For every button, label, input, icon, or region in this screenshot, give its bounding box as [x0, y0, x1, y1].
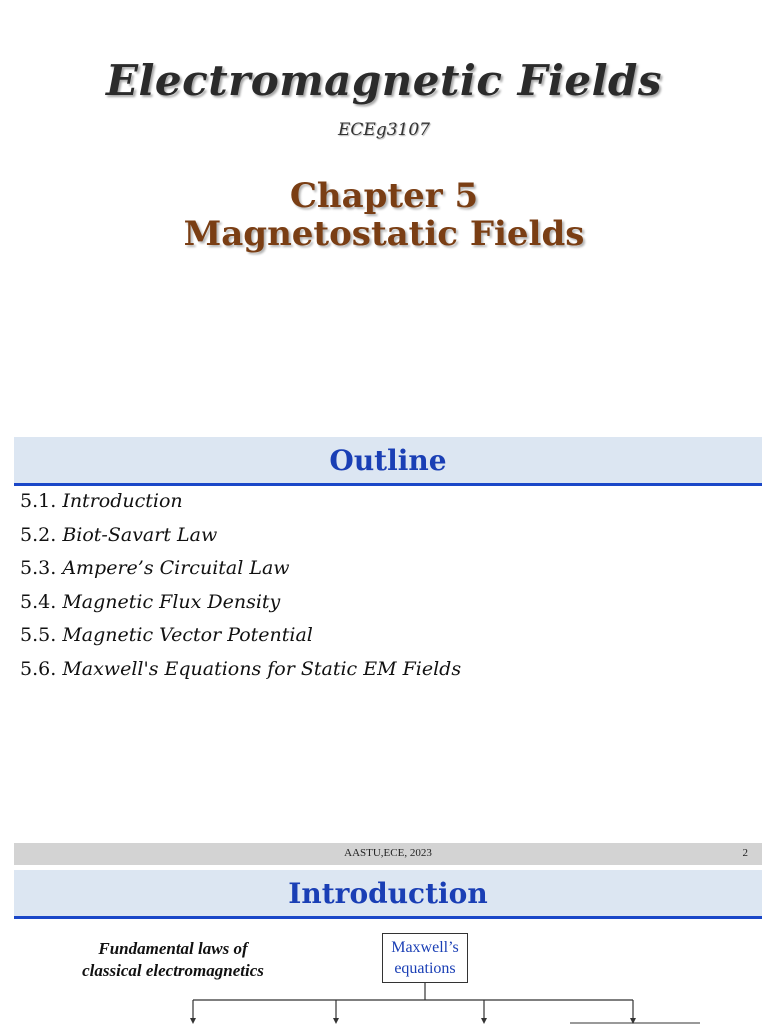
outline-item-title: Introduction	[62, 490, 183, 512]
fundamental-laws-line1: Fundamental laws of	[98, 939, 248, 958]
page-number: 2	[742, 847, 748, 859]
outline-item	[20, 524, 760, 558]
footer-text: AASTU,ECE, 2023	[344, 847, 432, 859]
outline-header-band	[14, 437, 762, 486]
outline-item-title: Magnetic Flux Density	[62, 590, 281, 613]
outline-item-number: 5.4.	[20, 590, 57, 613]
introduction-header-band	[14, 870, 762, 919]
outline-item	[20, 591, 760, 625]
document-title: Electromagnetic Fields	[105, 56, 663, 105]
arrow-head	[481, 1018, 487, 1024]
outline-item-title: Ampere’s Circuital Law	[62, 557, 290, 580]
chapter-title: Magnetostatic Fields	[183, 214, 585, 254]
outline-item	[20, 658, 760, 692]
arrow-head	[190, 1018, 196, 1024]
outline-heading: Outline	[329, 444, 447, 477]
arrow-head	[333, 1018, 339, 1024]
maxwell-box-line1: Maxwell’s	[391, 939, 459, 956]
outline-item-number: 5.3.	[20, 557, 57, 580]
outline-item-number: 5.1.	[20, 490, 57, 512]
outline-item-title: Maxwell's Equations for Static EM Fields	[62, 657, 462, 680]
outline-item-title: Biot-Savart Law	[62, 523, 218, 546]
diagram-connector-lines	[0, 983, 768, 1024]
maxwell-box-line2: equations	[394, 960, 456, 977]
course-code: ECEg3107	[338, 120, 430, 140]
outline-item-number: 5.2.	[20, 523, 57, 546]
maxwell-equations-box	[382, 933, 468, 983]
slide-footer	[14, 843, 762, 865]
title-slide	[0, 0, 768, 420]
outline-item-title: Magnetic Vector Potential	[62, 624, 313, 647]
outline-item-number: 5.6.	[20, 657, 57, 680]
outline-item	[20, 557, 760, 591]
outline-item	[20, 490, 760, 524]
outline-list	[20, 490, 760, 692]
outline-item	[20, 624, 760, 658]
outline-item-number: 5.5.	[20, 624, 57, 647]
fundamental-laws-label	[58, 938, 288, 982]
chapter-number: Chapter 5	[289, 176, 479, 216]
introduction-heading: Introduction	[288, 877, 488, 910]
fundamental-laws-line2: classical electromagnetics	[82, 961, 264, 980]
